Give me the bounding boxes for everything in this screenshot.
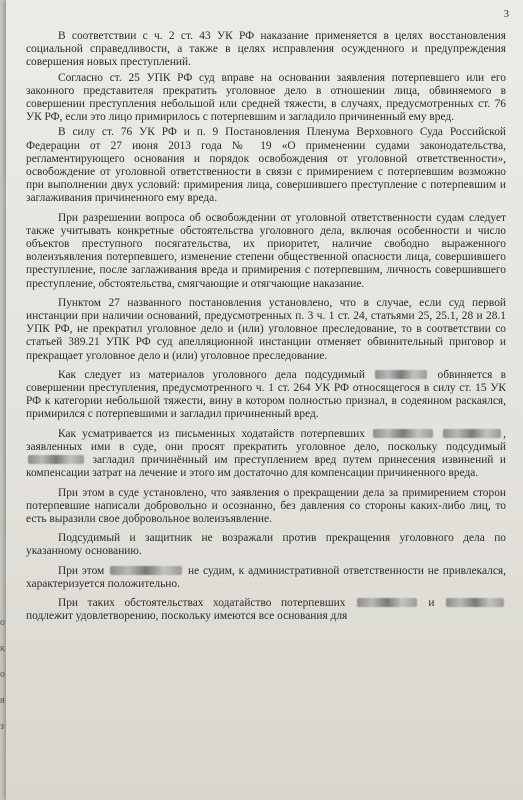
- paragraph: [26, 597, 506, 623]
- redacted-name: [28, 455, 84, 464]
- paragraph: Пунктом 27 названного постановления установлено, что в случае, если суд первой инстанции при наличии оснований, предусмотренных п. 3 ч. 1 ст. 24, статьями 25, 25.1, 28 и 28.1 УПК РФ, не прекратил уголовное дело и (или) уголовное преследование, то в соответствии со статьей 389.21 УПК РФ суд апелляционной инстанции отменяет обвинительный приговор и прекращает уголовное дело и (или) уголовное преследование.: [26, 296, 506, 362]
- paragraph-text: загладил причинённый им преступлением вред путем принесения извинений и компенсации затрат на лечение и этого им достаточно для компенсации причиненного вреда.: [26, 454, 506, 480]
- paragraph: [26, 428, 506, 481]
- paragraph-text: При таких обстоятельствах ходатайство потерпевших: [58, 596, 346, 609]
- paragraph: В соответствии с ч. 2 ст. 43 УК РФ наказание применяется в целях восстановления социальной справедливости, а также в целях исправления осужденного и предупреждения совершения новых преступлений.: [26, 30, 506, 69]
- paragraph: При этом в суде установлено, что заявления о прекращении дела за примирением сторон потерпевшие написали добровольно и осознанно, без давления со стороны каких-либо лиц, то есть выразили свое добровольное волеизъявление.: [26, 486, 506, 525]
- margin-mark: о: [0, 669, 5, 680]
- redacted-name: [373, 429, 433, 438]
- left-margin-marks: [0, 610, 8, 740]
- margin-mark: о: [0, 617, 5, 628]
- paragraph-text: обвиняется в совершении преступления, предусмотренного ч. 1 ст. 264 УК РФ относящегося в силу ст. 15 УК РФ к категории небольшой тяжести, вину в котором полностью признал, в содеянном раскаялся, примирился с потерпевшими и загладил причиненный вред.: [26, 368, 506, 421]
- paragraph: При разрешении вопроса об освобождении от уголовной ответственности судам следует также учитывать конкретные обстоятельства уголовного дела, включая особенности и число объектов преступного посягательства, их приоритет, наличие свободно выраженного волеизъявления потерпевшего, изменение степени общественной опасности лица, совершившего преступление, после заглаживания вреда и примирения с потерпевшим, личность совершившего преступление, обстоятельства, смягчающие и отягчающие наказание.: [26, 211, 506, 290]
- paragraph: В силу ст. 76 УК РФ и п. 9 Постановления Пленума Верховного Суда Российской Федерации от 27 июня 2013 года № 19 «О применении судами законодательства, регламентирующего основания и порядок освобождения от уголовной ответственности», освобождение от уголовной ответственности в связи с примирением с потерпевшим возможно при выполнении двух условий: примирения лица, совершившего преступление с потерпевшим и заглаживания причиненного ему вреда.: [26, 126, 506, 205]
- redacted-name: [446, 598, 504, 607]
- redacted-name: [443, 429, 501, 438]
- paragraph: Подсудимый и защитник не возражали против прекращения уголовного дела по указанному основанию.: [26, 532, 506, 558]
- page-number: 3: [503, 8, 509, 20]
- paragraph-text: , заявленных ими в суде, они просят прекратить уголовное дело, поскольку подсудимый: [26, 427, 506, 453]
- document-page: [6, 0, 523, 800]
- margin-mark: з: [0, 721, 4, 732]
- margin-mark: к: [0, 643, 5, 654]
- paragraph-text: При этом: [58, 564, 105, 577]
- paragraph-text: не судим, к административной ответственности не привлекался, характеризуется положительно.: [26, 564, 506, 590]
- paragraph-text: и: [428, 596, 435, 609]
- paragraph: [26, 565, 506, 591]
- paragraph-text: подлежит удовлетворению, поскольку имеются все основания для: [26, 610, 348, 623]
- document-body: [26, 30, 506, 625]
- redacted-name: [110, 566, 182, 575]
- paragraph-text: Как следует из материалов уголовного дела подсудимый: [58, 368, 365, 381]
- redacted-name: [375, 370, 427, 379]
- redacted-name: [357, 598, 417, 607]
- paragraph: [26, 369, 506, 422]
- paragraph: Согласно ст. 25 УПК РФ суд вправе на основании заявления потерпевшего или его законного представителя прекратить уголовное дело в отношении лица, обвиняемого в совершении преступления небольшой или средней тяжести, в случаях, предусмотренных ст. 76 УК РФ, если это лицо примирилось с потерпевшим и загладило причиненный ему вред.: [26, 71, 506, 124]
- paragraph-text: Как усматривается из письменных ходатайств потерпевших: [58, 427, 365, 440]
- margin-mark: я: [0, 695, 5, 706]
